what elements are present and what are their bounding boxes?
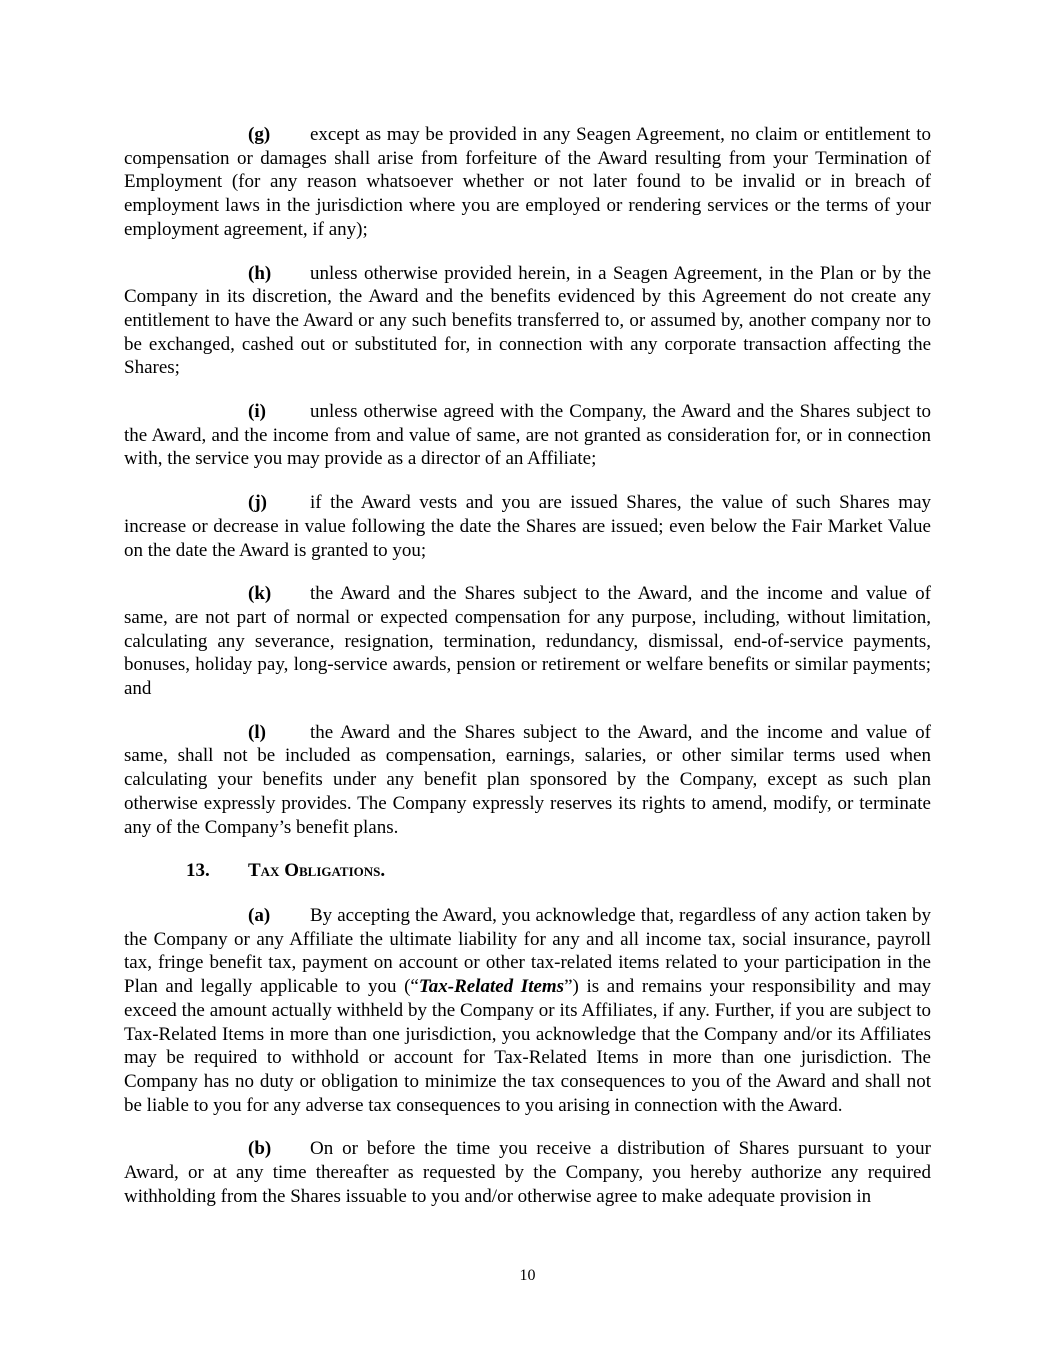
clause-a: [124, 904, 931, 1117]
section-heading: [124, 859, 931, 883]
clause-text: except as may be provided in any Seagen Agreement, no claim or entitlement to compensation or damages shall arise from forfeiture of the Award resulting from your Termination of Employment (for any reason whatsoever whether or not later found to be invalid or in breach of employment laws in the jurisdiction where you are employed or rendering services or the terms of your employment agreement, if any);: [124, 124, 931, 240]
clause-label: (i): [248, 401, 266, 423]
clause-k: [124, 582, 931, 701]
clause-label: (l): [248, 721, 266, 743]
clause-text-after: ”) is and remains your responsibility and may exceed the amount actually withheld by the Company or its Affiliates, if any. Further, if you are subject to Tax-Related Items in more than one jurisdiction, you acknowledge that the Company and/or its Affiliates may be required to withhold or account for Tax-Related Items in more than one jurisdiction. The Company has no duty or obligation to minimize the tax consequences to you of the Award and shall not be liable to you for any adverse tax consequences to you arising in connection with the Award.: [124, 976, 931, 1116]
defined-term: Tax-Related Items: [418, 976, 565, 998]
clause-label: (h): [248, 262, 272, 284]
clause-text: the Award and the Shares subject to the Award, and the income and value of same, shall not be included as compensation, earnings, salaries, or other similar terms used when calculating your benefits under any benefit plan sponsored by the Company, except as such plan otherwise expressly provides. The Company expressly reserves its rights to amend, modify, or terminate any of the Company’s benefit plans.: [124, 721, 931, 838]
clause-text: unless otherwise agreed with the Company, the Award and the Shares subject to the Award, and the income from and value of same, are not granted as consideration for, or in connection with, the service you may provide as a director of an Affiliate;: [124, 401, 931, 470]
clause-label: (g): [248, 124, 271, 145]
clause-j: [124, 491, 931, 562]
clause-l: [124, 721, 931, 840]
page-number: 10: [519, 1267, 536, 1284]
clause-i: [124, 400, 931, 471]
clause-label: (b): [248, 1138, 272, 1160]
clause-b: [124, 1137, 931, 1208]
section-number: 13.: [186, 860, 210, 882]
clause-text-before: By accepting the Award, you acknowledge that, regardless of any action taken by the Company or any Affiliate the ultimate liability for any and all income tax, social insurance, payroll tax, fringe benefit tax, payment on account or other tax-related items related to your participation in the Plan and legally applicable to you (“: [124, 904, 931, 998]
clause-label: (a): [248, 904, 271, 926]
section-title: Tax Obligations.: [248, 860, 386, 882]
clause-text: the Award and the Shares subject to the Award, and the income and value of same, are not part of normal or expected compensation for any purpose, including, without limitation, calculating any severance, resignation, termination, redundancy, dismissal, end-of-service payments, bonuses, holiday pay, long-service awards, pension or retirement or welfare benefits or similar payments; and: [124, 583, 931, 700]
clause-g: [124, 123, 931, 242]
clause-h: [124, 262, 931, 381]
clause-text: if the Award vests and you are issued Shares, the value of such Shares may increase or decrease in value following the date the Shares are issued; even below the Fair Market Value on the date the Award is granted to you;: [124, 492, 931, 561]
document-page: [124, 123, 931, 1228]
clause-text: unless otherwise provided herein, in a Seagen Agreement, in the Plan or by the Company in its discretion, the Award and the benefits evidenced by this Agreement do not create any entitlement to have the Award or any such benefits transferred to, or assumed by, another company nor to be exchanged, cashed out or substituted for, in connection with any corporate transaction affecting the Shares;: [124, 262, 931, 379]
clause-label: (k): [248, 583, 272, 605]
clause-text: On or before the time you receive a distribution of Shares pursuant to your Award, or at any time thereafter as requested by the Company, you hereby authorize any required withholding from the Shares issuable to you and/or otherwise agree to make adequate provision in: [124, 1138, 931, 1207]
clause-label: (j): [248, 492, 267, 514]
